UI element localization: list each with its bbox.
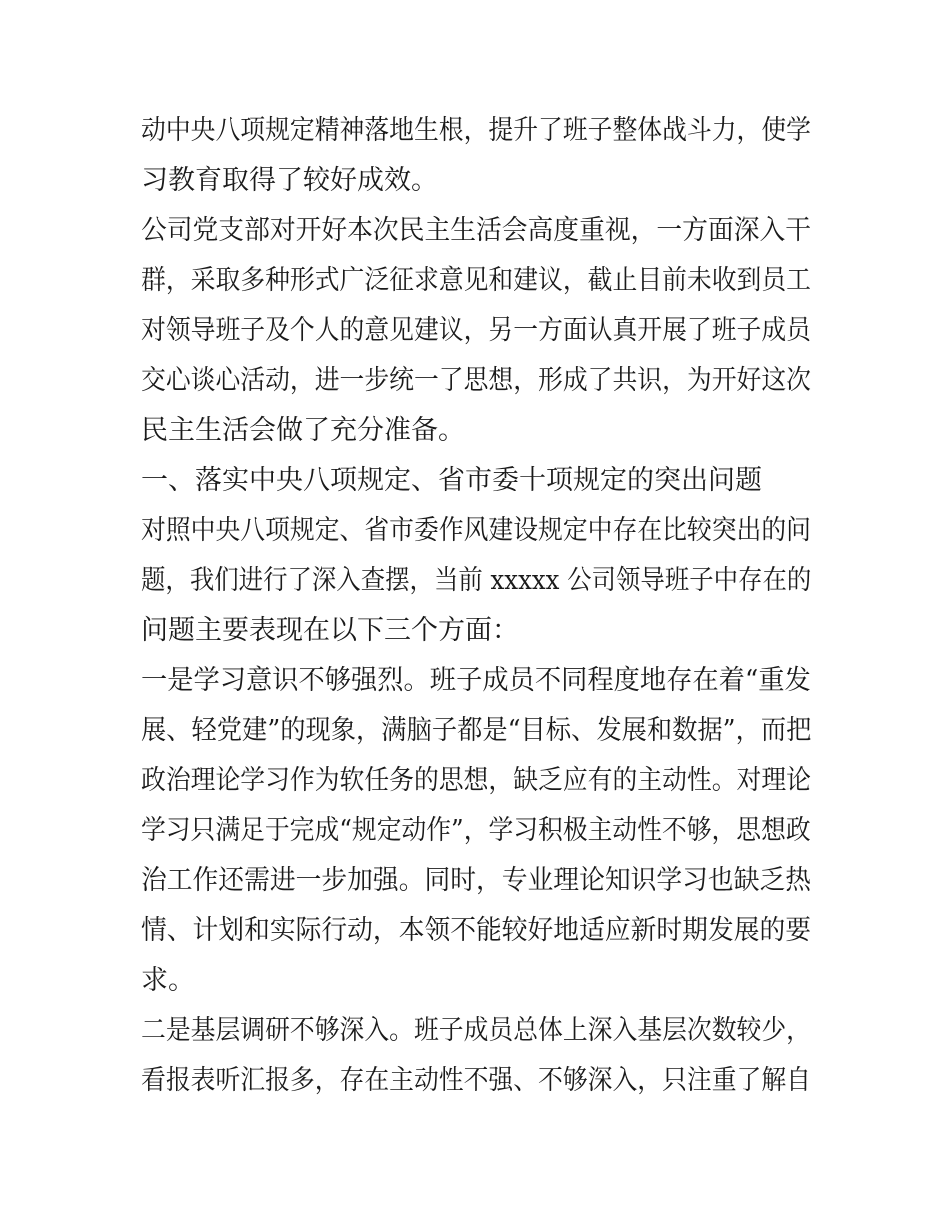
text-line: 求。 — [141, 965, 195, 996]
text-line: 对照中央八项规定、省市委作风建设规定中存在比较突出的问 — [141, 515, 811, 546]
text-line: 动中央八项规定精神落地生根，提升了班子整体战斗力，使学 — [141, 115, 811, 146]
text-line: 政治理论学习作为软任务的思想，缺乏应有的主动性。对理论 — [141, 765, 811, 796]
text-line: 学习只满足于完成“规定动作”，学习积极主动性不够，思想政 — [141, 815, 811, 846]
section-heading: 一、落实中央八项规定、省市委十项规定的突出问题 — [141, 465, 762, 496]
text-line: 民主生活会做了充分准备。 — [141, 415, 465, 446]
text-line: 对领导班子及个人的意见建议，另一方面认真开展了班子成员 — [141, 315, 811, 346]
text-line: 公司党支部对开好本次民主生活会高度重视，一方面深入干 — [141, 215, 811, 246]
text-line: 题，我们进行了深入查摆，当前 xxxxx 公司领导班子中存在的 — [141, 565, 812, 596]
text-line: 看报表听汇报多，存在主动性不强、不够深入，只注重了解自 — [141, 1065, 811, 1096]
text-line: 情、计划和实际行动，本领不能较好地适应新时期发展的要 — [141, 915, 811, 946]
text-line: 展、轻党建”的现象，满脑子都是“目标、发展和数据”，而把 — [141, 715, 812, 746]
text-line: 治工作还需进一步加强。同时，专业理论知识学习也缺乏热 — [141, 865, 811, 896]
text-line: 群，采取多种形式广泛征求意见和建议，截止目前未收到员工 — [141, 265, 811, 296]
text-line: 问题主要表现在以下三个方面： — [141, 615, 519, 646]
text-line: 一是学习意识不够强烈。班子成员不同程度地存在着“重发 — [141, 665, 811, 696]
text-line: 二是基层调研不够深入。班子成员总体上深入基层次数较少， — [141, 1015, 811, 1046]
text-line: 交心谈心活动，进一步统一了思想，形成了共识，为开好这次 — [141, 365, 811, 396]
text-line: 习教育取得了较好成效。 — [141, 165, 438, 196]
